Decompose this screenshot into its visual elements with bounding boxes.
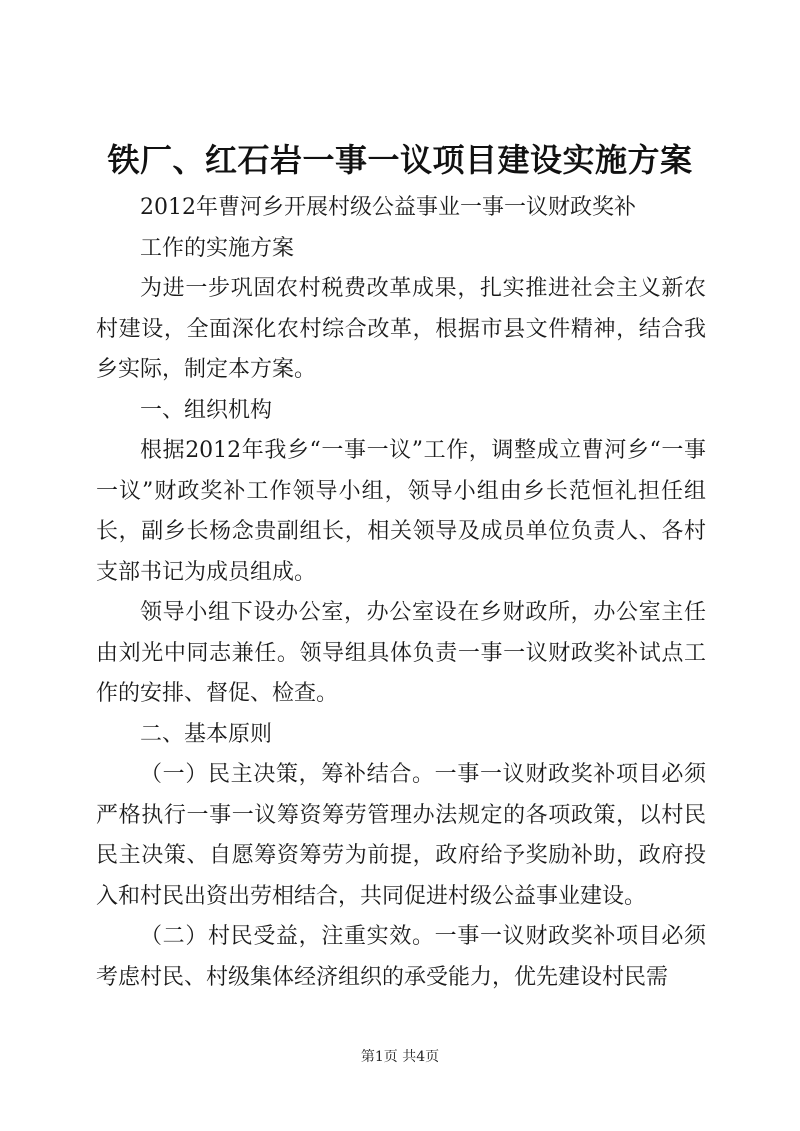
subtitle-line-1: 2012年曹河乡开展村级公益事业一事一议财政奖补 xyxy=(140,195,636,220)
subtitle-line-2: 工作的实施方案 xyxy=(140,235,295,261)
paragraph-leading-group: 根据2012年我乡“一事一议”工作，调整成立曹河乡“一事一议”财政奖补工作领导小组，领导小组由乡长范恒礼担任组长，副乡长杨念贵副组长，相关领导及成员单位负责人、各村支部书记为成员组成。 xyxy=(96,438,706,585)
intro-paragraph: 为进一步巩固农村税费改革成果，扎实推进社会主义新农村建设，全面深化农村综合改革，根据市县文件精神，结合我乡实际，制定本方案。 xyxy=(96,276,706,382)
paragraph-office: 领导小组下设办公室，办公室设在乡财政所，办公室主任由刘光中同志兼任。领导组具体负责一事一议财政奖补试点工作的安排、督促、检查。 xyxy=(96,600,706,706)
section-heading-principles: 二、基本原则 xyxy=(140,721,273,747)
document-title: 铁厂、红石岩一事一议项目建设实施方案 xyxy=(107,141,693,179)
paragraph-principle-1: （一）民主决策，筹补结合。一事一议财政奖补项目必须严格执行一事一议筹资筹劳管理办法规定的各项政策，以村民民主决策、自愿筹资筹劳为前提，政府给予奖励补助，政府投入和村民出资出劳相结合，共同促进村级公益事业建设。 xyxy=(96,762,706,909)
document-body xyxy=(96,188,706,998)
page-number-footer: 第1页 共4页 xyxy=(360,1049,440,1065)
paragraph-principle-2: （二）村民受益，注重实效。一事一议财政奖补项目必须考虑村民、村级集体经济组织的承受能力，优先建设村民需 xyxy=(96,924,706,990)
section-heading-organization: 一、组织机构 xyxy=(140,397,273,423)
